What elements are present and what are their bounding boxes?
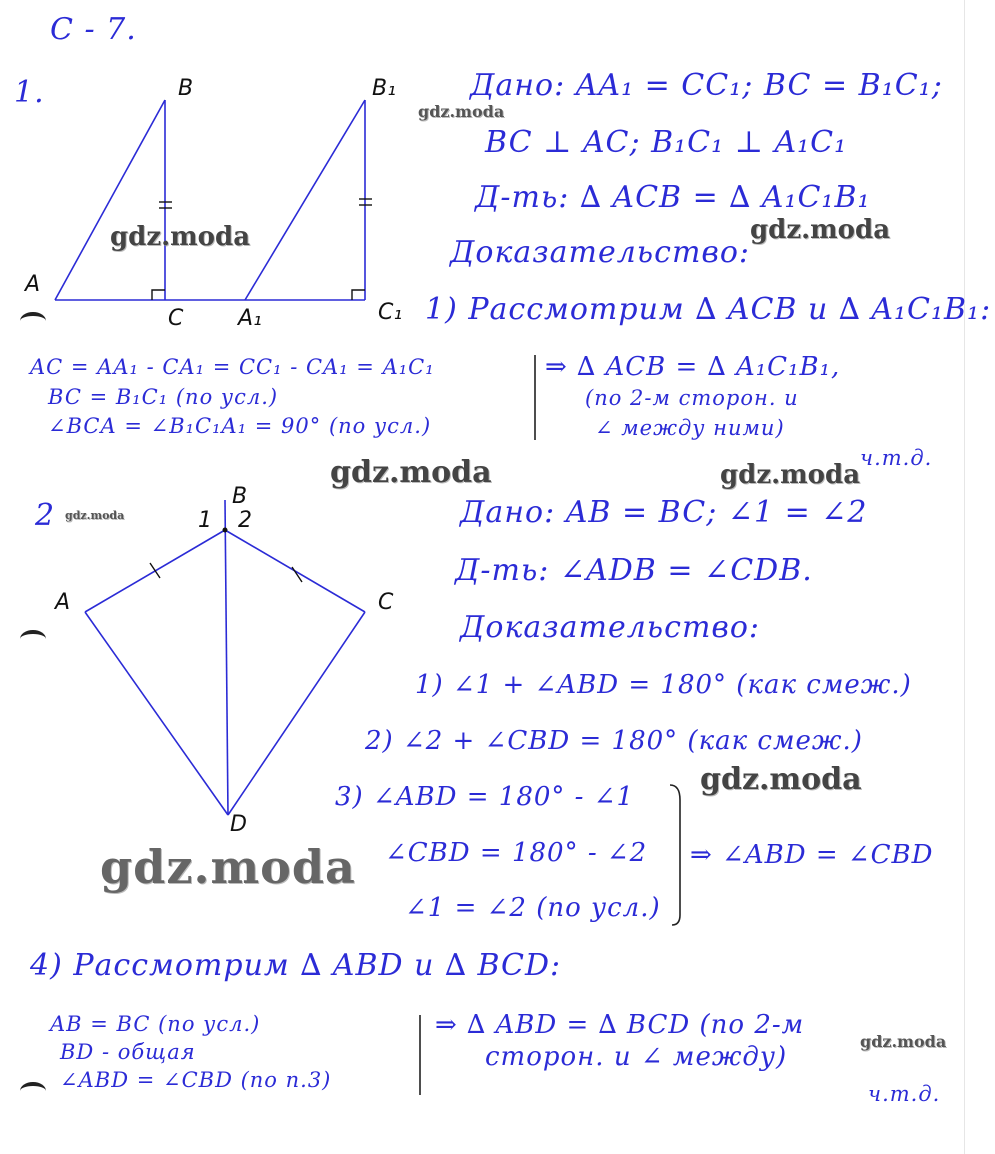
- problem-2-step-3-line: 3) ∠ABD = 180° - ∠1: [335, 782, 635, 812]
- problem-1-conclusion-reason: (по 2-м сторон. и: [585, 386, 799, 410]
- problem-1-given-line-1: Дано: AA₁ = CC₁; BC = B₁C₁;: [470, 68, 943, 103]
- problem-2-step-1: 1) ∠1 + ∠ABD = 180° (как смеж.): [415, 670, 912, 700]
- watermark: gdz.moda: [750, 215, 891, 245]
- label-c: C: [378, 590, 394, 615]
- problem-1-step-1-heading: 1) Рассмотрим ∆ ACB и ∆ A₁C₁B₁:: [425, 292, 992, 327]
- label-angle-2: 2: [238, 508, 252, 533]
- problem-1-qed: ч.т.д.: [860, 446, 933, 470]
- problem-2-proof-title: Доказательство:: [460, 610, 761, 645]
- watermark: gdz.moda: [65, 509, 125, 522]
- problem-2-step-4-conclusion: ⇒ ∆ ABD = ∆ BCD (по 2-м: [435, 1010, 805, 1040]
- proof-line: AC = AA₁ - CA₁ = CC₁ - CA₁ = A₁C₁: [30, 355, 435, 379]
- equal-tick-marks: [159, 199, 372, 208]
- problem-1-proof-title: Доказательство:: [450, 235, 751, 270]
- triangle-acb: [55, 100, 365, 300]
- problem-2-step-3-line: ∠CBD = 180° - ∠2: [385, 838, 648, 868]
- label-b1: B₁: [372, 76, 396, 101]
- problem-2-qed: ч.т.д.: [868, 1082, 941, 1106]
- watermark: gdz.moda: [720, 460, 861, 490]
- problem-2-step-4-line: ∠ABD = ∠CBD (по п.3): [60, 1068, 332, 1092]
- problem-2-step-4-heading: 4) Рассмотрим ∆ ABD и ∆ BCD:: [30, 948, 562, 983]
- label-a: A: [25, 272, 41, 297]
- right-angle-mark: [352, 290, 365, 300]
- label-b: B: [232, 484, 248, 509]
- watermark: gdz.moda: [860, 1032, 947, 1051]
- vertex-dot: [223, 528, 228, 533]
- proof-line: ∠BCA = ∠B₁C₁A₁ = 90° (по усл.): [48, 414, 432, 438]
- watermark: gdz.moda: [330, 455, 492, 490]
- label-c1: C₁: [378, 300, 403, 325]
- problem-1-prove: Д-ть: ∆ ACB = ∆ A₁C₁B₁: [475, 180, 871, 215]
- label-a: A: [55, 590, 71, 615]
- label-c: C: [168, 306, 184, 331]
- problem-1-conclusion: ⇒ ∆ ACB = ∆ A₁C₁B₁,: [545, 352, 841, 382]
- label-a1: A₁: [238, 306, 262, 331]
- label-b: B: [178, 76, 194, 101]
- problem-2-number: 2: [35, 498, 56, 533]
- problem-2-given: Дано: AB = BC; ∠1 = ∠2: [460, 495, 868, 530]
- watermark: gdz.moda: [110, 222, 251, 252]
- problem-1-number: 1.: [14, 75, 45, 110]
- watermark: gdz.moda: [700, 762, 862, 797]
- triangle-a1c1b1: [245, 100, 365, 300]
- problem-2-step-4-line: BD - общая: [60, 1040, 196, 1064]
- problem-2-step-3-conclusion: ⇒ ∠ABD = ∠CBD: [690, 840, 934, 870]
- quadrilateral-abcd: [85, 500, 365, 815]
- label-d: D: [230, 812, 247, 837]
- right-angle-mark: [152, 290, 165, 300]
- problem-2-step-4-line: AB = BC (по усл.): [50, 1012, 261, 1036]
- problem-2-step-2: 2) ∠2 + ∠CBD = 180° (как смеж.): [365, 726, 863, 756]
- problem-2-step-3-line: ∠1 = ∠2 (по усл.): [405, 893, 661, 923]
- label-angle-1: 1: [198, 508, 212, 533]
- problem-2-prove: Д-ть: ∠ADB = ∠CDB.: [455, 553, 813, 588]
- problem-1-given-line-2: BC ⊥ AC; B₁C₁ ⊥ A₁C₁: [485, 125, 848, 160]
- watermark: gdz.moda: [100, 840, 356, 894]
- problem-2-step-4-conclusion: сторон. и ∠ между): [485, 1042, 788, 1072]
- problem-1-conclusion-reason: ∠ между ними): [595, 416, 785, 440]
- proof-line: BC = B₁C₁ (по усл.): [48, 385, 279, 409]
- watermark: gdz.moda: [418, 102, 505, 121]
- page-title: С - 7.: [50, 12, 137, 47]
